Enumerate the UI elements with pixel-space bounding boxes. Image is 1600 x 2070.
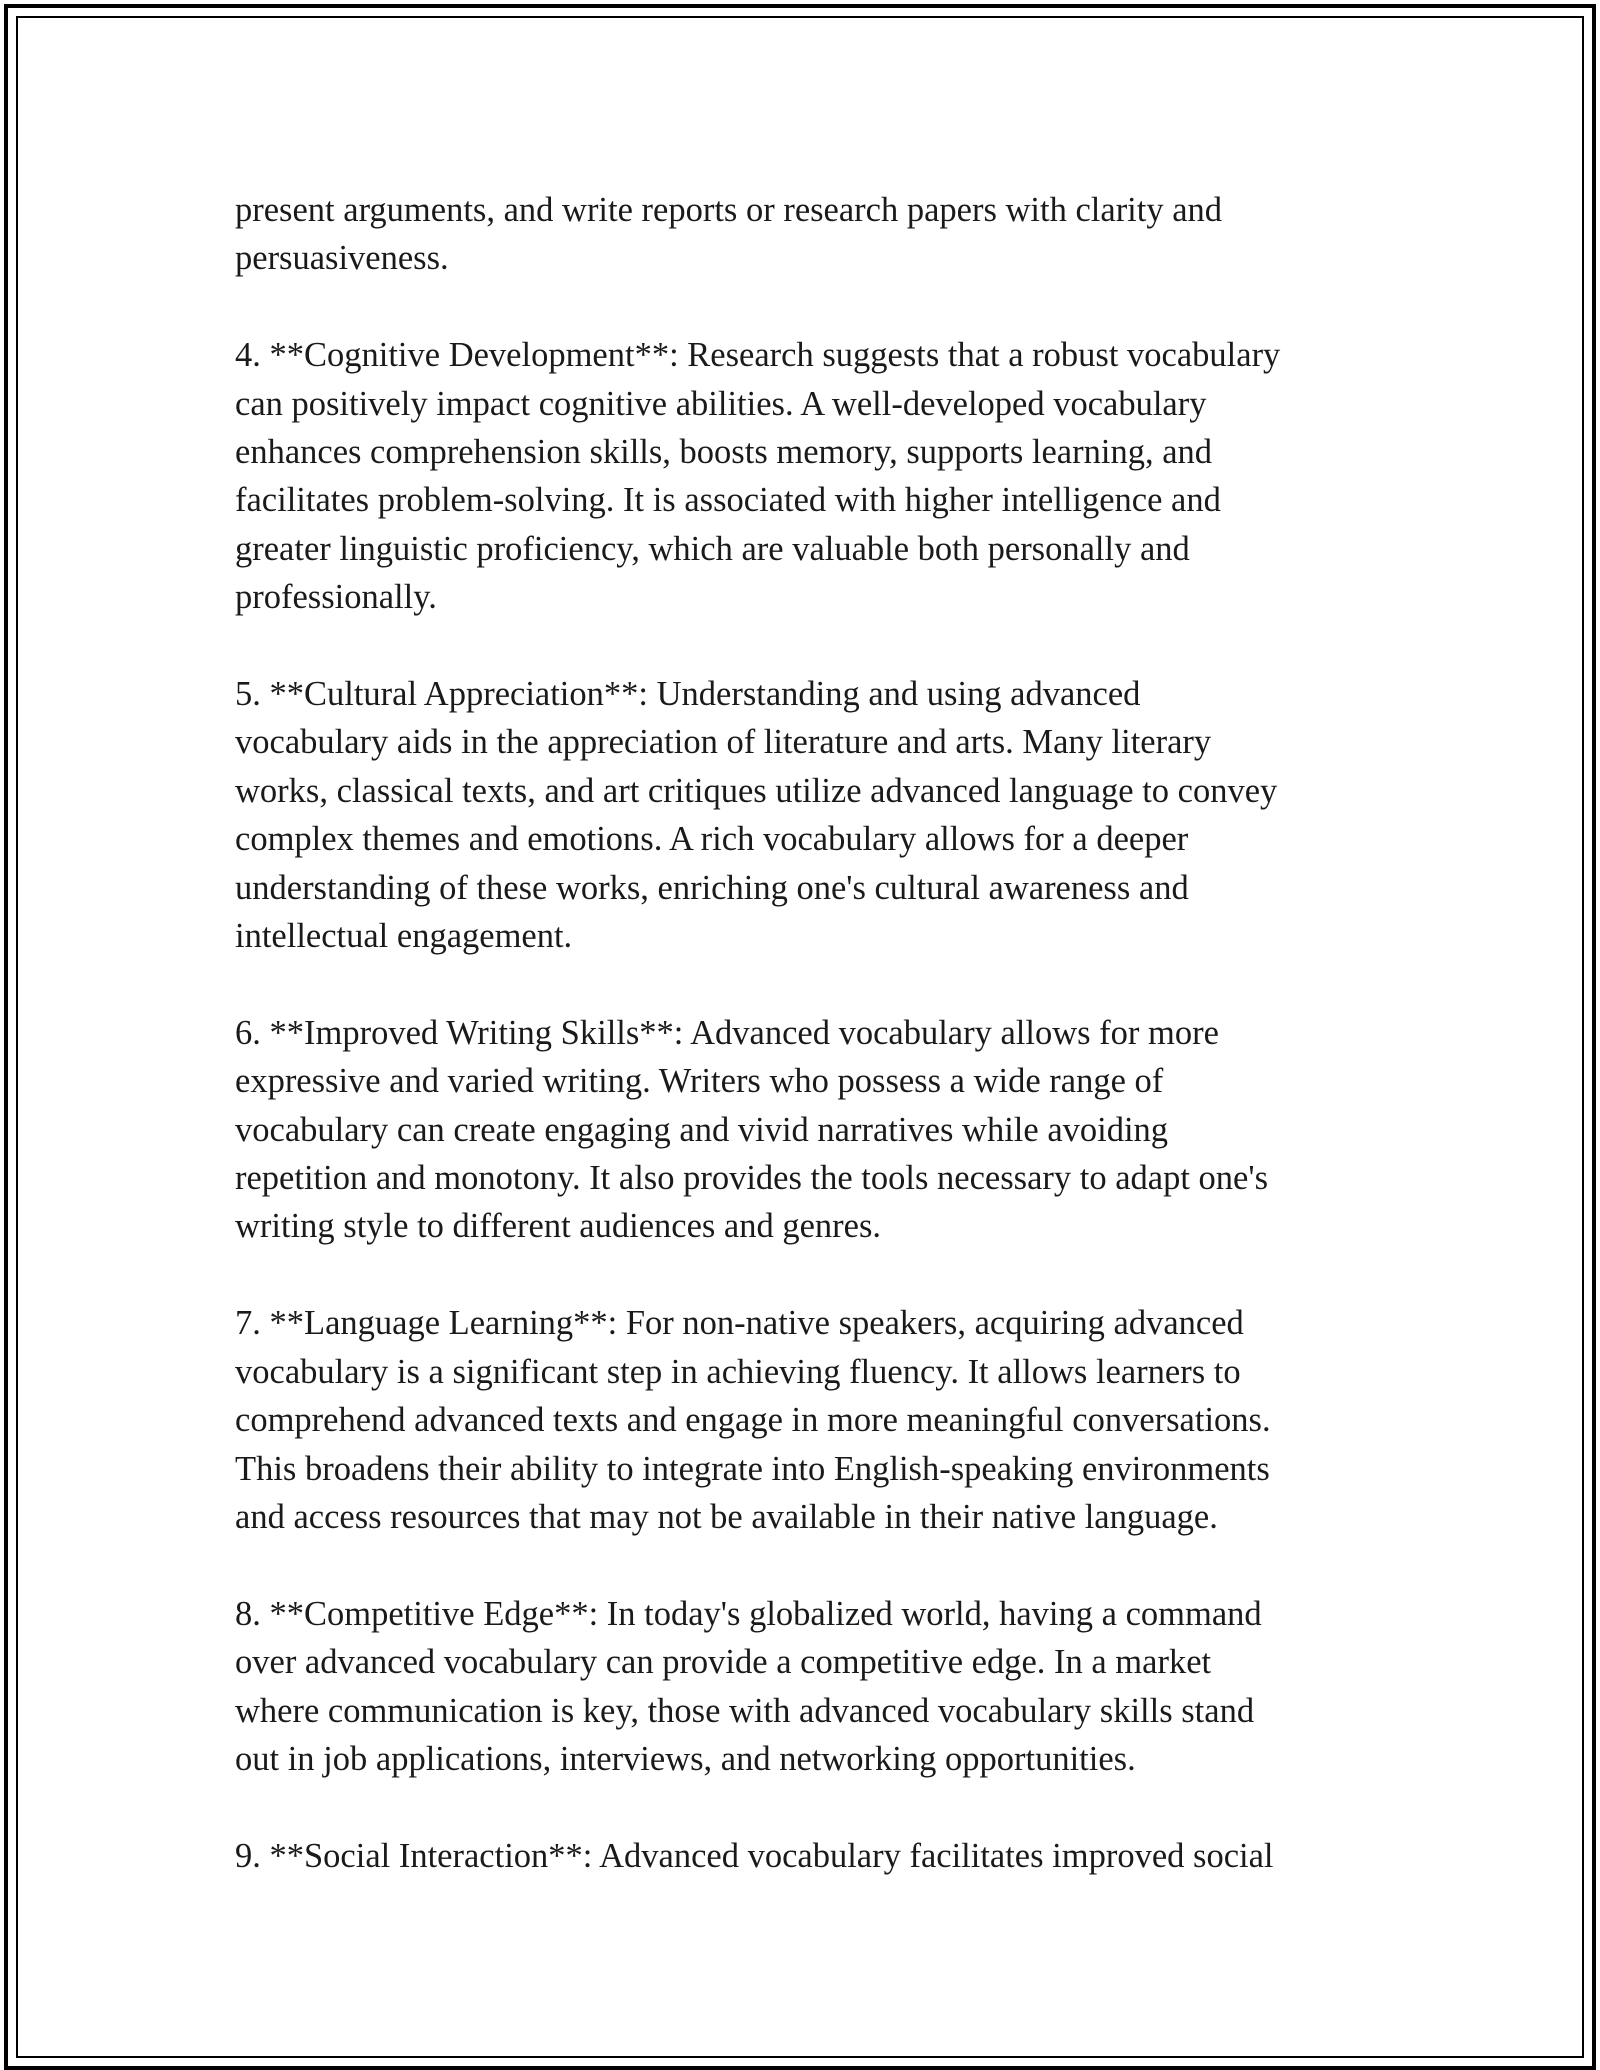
text-line: and access resources that may not be available in their native language. (235, 1497, 1218, 1536)
paragraph-social-interaction (235, 1832, 1365, 1880)
text-line: 5. **Cultural Appreciation**: Understanding and using advanced (235, 675, 1141, 714)
text-line: greater linguistic proficiency, which are valuable both personally and (235, 529, 1190, 568)
text-line: 9. **Social Interaction**: Advanced vocabulary facilitates improved social (235, 1836, 1274, 1875)
text-line: where communication is key, those with advanced vocabulary skills stand (235, 1691, 1255, 1730)
text-line: professionally. (235, 578, 437, 617)
text-line: vocabulary is a significant step in achieving fluency. It allows learners to (235, 1352, 1241, 1391)
text-line: can positively impact cognitive abilities. A well-developed vocabulary (235, 384, 1207, 423)
text-line: understanding of these works, enriching one's cultural awareness and (235, 868, 1189, 907)
document-body (235, 186, 1365, 1929)
text-line: vocabulary can create engaging and vivid narratives while avoiding (235, 1110, 1169, 1149)
text-line: 6. **Improved Writing Skills**: Advanced vocabulary allows for more (235, 1013, 1219, 1052)
text-line: out in job applications, interviews, and networking opportunities. (235, 1739, 1136, 1778)
text-line: comprehend advanced texts and engage in more meaningful conversations. (235, 1401, 1271, 1440)
paragraph-competitive-edge (235, 1590, 1365, 1784)
text-line: writing style to different audiences and genres. (235, 1207, 882, 1246)
text-line: This broadens their ability to integrate into English-speaking environments (235, 1449, 1270, 1488)
text-line: 4. **Cognitive Development**: Research suggests that a robust vocabulary (235, 336, 1281, 375)
text-line: expressive and varied writing. Writers who possess a wide range of (235, 1062, 1164, 1101)
text-line: over advanced vocabulary can provide a competitive edge. In a market (235, 1643, 1212, 1682)
text-line: complex themes and emotions. A rich vocabulary allows for a deeper (235, 820, 1189, 859)
text-line: vocabulary aids in the appreciation of literature and arts. Many literary (235, 723, 1212, 762)
text-line: 8. **Competitive Edge**: In today's globalized world, having a command (235, 1594, 1262, 1633)
text-line: 7. **Language Learning**: For non-native speakers, acquiring advanced (235, 1304, 1244, 1343)
text-line: repetition and monotony. It also provides the tools necessary to adapt one's (235, 1159, 1268, 1198)
paragraph-continuation (235, 186, 1365, 283)
paragraph-cultural-appreciation (235, 670, 1365, 960)
text-line: facilitates problem-solving. It is associated with higher intelligence and (235, 481, 1221, 520)
paragraph-language-learning (235, 1299, 1365, 1541)
text-line: enhances comprehension skills, boosts memory, supports learning, and (235, 433, 1213, 472)
text-line: present arguments, and write reports or research papers with clarity and (235, 191, 1223, 229)
text-line: persuasiveness. (235, 239, 449, 278)
paragraph-improved-writing-skills (235, 1009, 1365, 1251)
text-line: intellectual engagement. (235, 917, 573, 956)
text-line: works, classical texts, and art critiques utilize advanced language to convey (235, 771, 1278, 810)
paragraph-cognitive-development (235, 331, 1365, 621)
